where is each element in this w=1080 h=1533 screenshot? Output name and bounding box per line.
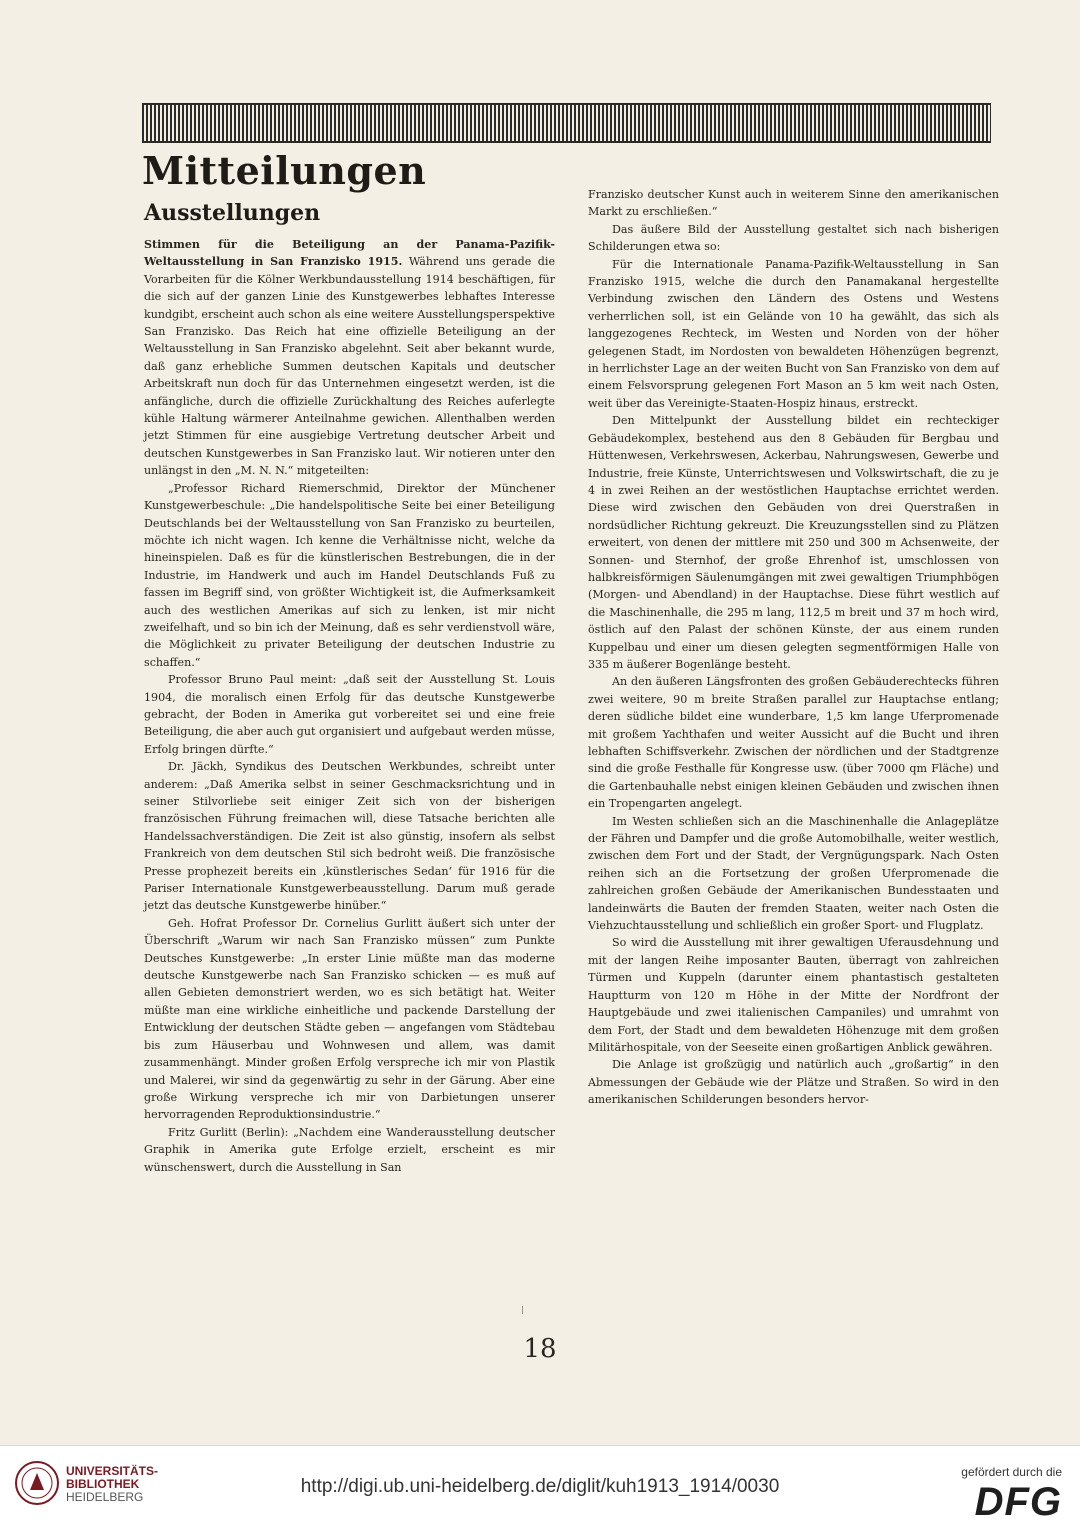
page-title: Mitteilungen	[142, 148, 427, 193]
right-column	[588, 186, 999, 1109]
page-number: 18	[523, 1334, 557, 1364]
permalink-url[interactable]: http://digi.ub.uni-heidelberg.de/diglit/kuh1913_1914/0030	[300, 1476, 780, 1497]
article-paragraph: Franzisko deutscher Kunst auch in weiterem Sinne den amerikanischen Markt zu erschließen.“	[588, 188, 999, 219]
library-name[interactable]: UNIVERSITÄTS- BIBLIOTHEK HEIDELBERG	[66, 1464, 159, 1504]
article-paragraph: So wird die Ausstellung mit ihrer gewaltigen Uferausdehnung und mit der langen Reihe imposanter Bauten, überragt von zahlreichen Türmen und Kuppeln (darunter einem phantastisch gestalteten Hauptturm von 120 m Höhe in der Mitte der Nordfront der Hauptgebäude und zwei italienischen Campaniles) und umrahmt von dem Fort, der Stadt und dem bewaldeten Höhenzuge mit dem großen Militärhospitale, von der Seeseite einen großartigen Anblick gewähren.	[588, 936, 999, 1054]
funder-caption: gefördert durch die	[961, 1465, 1062, 1479]
dfg-logo[interactable]: DFG	[974, 1480, 1062, 1524]
section-heading: Ausstellungen	[144, 200, 321, 226]
article-paragraph: An den äußeren Längsfronten des großen Gebäuderechtecks führen zwei weitere, 90 m breite Straßen parallel zur Hauptachse entlang; deren südliche bildet eine wunderbare, 1,5 km lange Uferpromenade mit großem Yachthafen und weiter Aussicht auf die Bucht und ihren lebhaften Schiffsverkehr. Zwischen der nördlichen und der Stadtgrenze sind die große Festhalle für Kongresse usw. (über 7000 qm Fläche) und die Gartenbauhalle nebst einigen kleinen Gebäuden und zwischen ihnen ein Tropengarten angelegt.	[588, 675, 999, 811]
article-paragraph: „Professor Richard Riemerschmid, Direktor der Münchener Kunstgewerbeschule: „Die handelspolitische Seite bei einer Beteiligung Deutschlands bei der Weltausstellung von San Franzisko zu beurteilen, möchte ich nicht wagen. Ich kenne die Verhältnisse nicht, welche da hineinspielen. Daß es für die künstlerischen Bestrebungen, die in der Industrie, im Handwerk und auch im Handel Deutschlands Fuß zu fassen im Begriff sind, von größter Wichtigkeit ist, die Aufmerksamkeit auch des westlichen Amerikas auf sich zu lenken, ist mir nicht zweifelhaft, und so bin ich der Meinung, daß es sehr verdienstvoll wäre, die Möglichkeit zu privater Beteiligung der deutschen Industrie zu schaffen.“	[144, 481, 555, 669]
decorative-stripe-band	[142, 103, 991, 143]
article-heading: Stimmen für die Beteiligung an der Panama-Pazifik-Weltausstellung in San Franzisko 1915.	[144, 238, 555, 269]
print-mark	[522, 1306, 523, 1314]
article-paragraph: Stimmen für die Beteiligung an der Panama-Pazifik-Weltausstellung in San Franzisko 1915. Während uns gerade die Vorarbeiten für die Kölner Werkbundausstellung 1914 beschäftigen, für die sich auf der ganzen Linie des Kunstgewerbes lebhaftes Interesse kundgibt, erscheint auch schon als eine weitere Ausstellungsperspektive San Franzisko. Das Reich hat eine offizielle Beteiligung an der Weltausstellung in San Franzisko abgelehnt. Seit aber bekannt wurde, daß ganz erhebliche Summen deutschen Kapitals und deutscher Arbeitskraft nun doch für das Unternehmen eingesetzt werden, ist die anfängliche, durch die offizielle Zurückhaltung des Reiches auferlegte kühle Haltung wärmerer Anteilnahme gewichen. Allenthalben werden jetzt Stimmen für eine ausgiebige Vertretung deutscher Arbeit und deutschen Kunstgewerbes in San Franzisko laut. Wir notieren unter den unlängst in den „M. N. N.“ mitgeteilten:	[144, 238, 556, 478]
left-column	[144, 236, 555, 1176]
article-paragraph: Geh. Hofrat Professor Dr. Cornelius Gurlitt äußert sich unter der Überschrift „Warum wir nach San Franzisko müssen“ zum Punkte Deutsches Kunstgewerbe: „In erster Linie müßte man das moderne deutsche Kunstgewerbe nach San Franzisko schicken — es muß auf allen Gebieten demonstriert werden, wo es sich betätigt hat. Weiter müßte man eine wirkliche einheitliche und packende Darstellung der Entwicklung der deutschen Städte geben — angefangen vom Städtebau bis zum Häuserbau und Wohnwesen und allem, was damit zusammenhängt. Minder großen Erfolg verspreche ich mir von Plastik und Malerei, wir sind da gegenwärtig zu sehr in der Gärung. Aber eine große Wirkung verspreche ich mir von Darbietungen unserer hervorragenden Reproduktionsindustrie.“	[144, 916, 555, 1122]
article-paragraph: Fritz Gurlitt (Berlin): „Nachdem eine Wanderausstellung deutscher Graphik in Amerika gute Erfolge erzielt, erscheint es mir wünschenswert, durch die Ausstellung in San	[144, 1125, 555, 1174]
article-paragraph: Für die Internationale Panama-Pazifik-Weltausstellung in San Franzisko 1915, welche die durch den Panamakanal hergestellte Verbindung zwischen den Ländern des Ostens und Westens verherrlichen soll, ist ein Gelände von 10 ha gewählt, das sich als langgezogenes Rechteck, im Westen und Norden von der höher gelegenen Stadt, im Nordosten von bewaldeten Höhenzügen begrenzt, in herrlichster Lage an der weiten Bucht von San Franzisko von dem auf einem Felsvorsprung gelegenen Fort Mason an 5 km weit nach Osten, weit über das Vereinigte-Staaten-Hospiz hinaus, erstreckt.	[588, 257, 999, 410]
article-paragraph: Professor Bruno Paul meint: „daß seit der Ausstellung St. Louis 1904, die moralisch einen Erfolg für das deutsche Kunstgewerbe gebracht, der Boden in Amerika gut vorbereitet sei und eine freie Beteiligung, die aber auch gut organisiert und aufgebaut werden müsse, Erfolg bringen dürfte.“	[144, 673, 555, 756]
article-paragraph: Das äußere Bild der Ausstellung gestaltet sich nach bisherigen Schilderungen etwa so:	[588, 222, 999, 254]
article-paragraph: Die Anlage ist großzügig und natürlich auch „großartig“ in den Abmessungen der Gebäude wie der Plätze und Straßen. So wird in den amerikanischen Schilderungen besonders hervor-	[588, 1058, 999, 1107]
article-paragraph: Dr. Jäckh, Syndikus des Deutschen Werkbundes, schreibt unter anderem: „Daß Amerika selbst in seiner Geschmacksrichtung und in seiner Stilvorliebe seit einiger Zeit sich von der bisherigen französischen Führung freimachen will, diese Tatsache berichten alle Handelssachverständigen. Die Zeit ist also günstig, insofern als selbst Frankreich von dem deutschen Stil sich bedroht weiß. Die französische Presse prophezeit bereits ein ‚künstlerisches Sedan‘ für 1916 für die Pariser Internationale Kunstgewerbeausstellung. Darum muß gerade jetzt das deutsche Kunstgewerbe hinüber.“	[144, 760, 555, 913]
article-paragraph: Im Westen schließen sich an die Maschinenhalle die Anlageplätze der Fähren und Dampfer und die große Automobilhalle, weiter westlich, zwischen dem Fort und der Stadt, der Vergnügungspark. Nach Osten reihen sich an die Fortsetzung der großen Uferpromenade die zahlreichen großen Gebäude der Amerikanischen Bundesstaaten und landeinwärts die Bauten der fremden Staaten, weiter nach Osten die Viehzuchtausstellung und schließlich ein großer Sport- und Flugplatz.	[588, 814, 999, 933]
article-paragraph: Den Mittelpunkt der Ausstellung bildet ein rechteckiger Gebäudekomplex, bestehend aus den 8 Gebäuden für Bergbau und Hüttenwesen, Verkehrswesen, Ackerbau, Nahrungswesen, Gewerbe und Industrie, freie Künste, Unterrichtswesen und Volkswirtschaft, die zu je 4 in zwei Reihen an der westöstlichen Hauptachse errichtet werden. Diese wird zwischen den Gebäuden von drei Querstraßen in nordsüdlicher Richtung gekreuzt. Die Kreuzungsstellen sind zu Plätzen erweitert, von denen der mittlere mit 250 und 300 m Achsenweite, der Sonnen- und Sternhof, der große Ehrenhof ist, umschlossen von halbkreisförmigen Säulenumgängen mit zwei gewaltigen Triumphbögen (Morgen- und Abendland) in der Hauptachse. Diese führt westlich auf die Maschinenhalle, die 295 m lang, 112,5 m breit und 37 m hoch wird, östlich auf den Palast der schönen Künste, der aus einem runden Kuppelbau und einer um diesen gelegten segmentförmigen Halle von 335 m äußerer Bogenlänge besteht.	[588, 414, 999, 671]
